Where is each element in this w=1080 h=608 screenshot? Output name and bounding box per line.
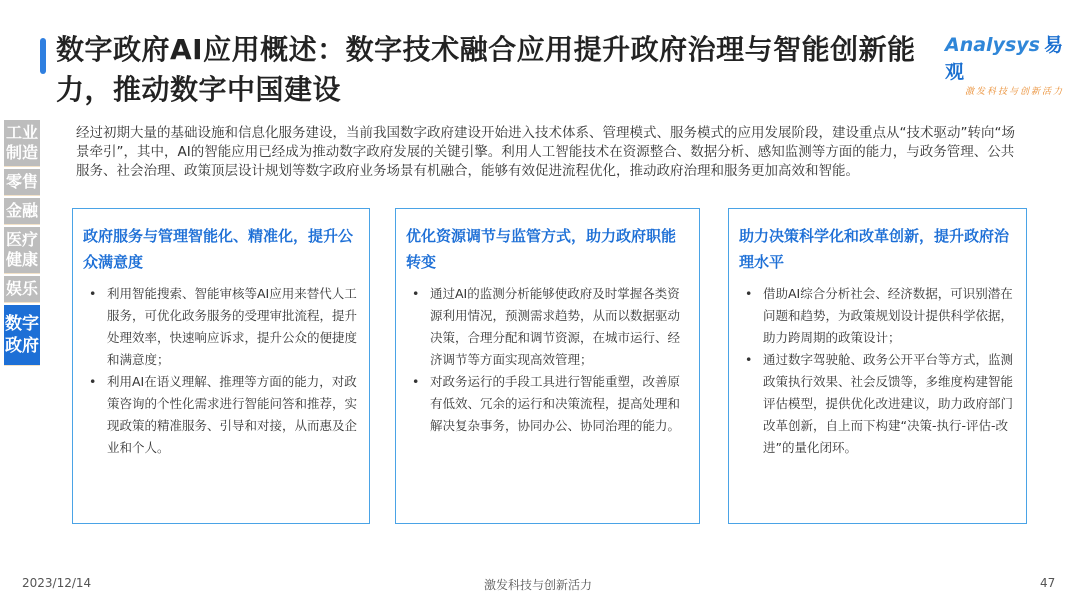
card-title: 助力决策科学化和改革创新，提升政府治理水平	[739, 227, 1010, 271]
sidebar-item-finance[interactable]: 金融	[4, 198, 40, 225]
title-accent-bar	[40, 38, 46, 74]
bullet-item: • 利用AI在语义理解、推理等方面的能力，对政策咨询的个性化需求进行智能问答和推荐，实现政策的精准服务、引导和对接，从而惠及企业和个人。	[83, 371, 359, 459]
sidebar-item-entertainment[interactable]: 娱乐	[4, 276, 40, 303]
card-resource-regulation	[395, 208, 700, 524]
bullet-item: • 通过数字驾驶舱、政务公开平台等方式，监测政策执行效果、社会反馈等，多维度构建智能评估模型，提供优化改进建议，助力政府部门改革创新，自上而下构建“决策-执行-评估-改进”的量化闭环。	[739, 349, 1016, 459]
footer-date: 2023/12/14	[22, 576, 92, 590]
bullet-item: • 通过AI的监测分析能够使政府及时掌握各类资源利用情况，预测需求趋势，从而以数据驱动决策，合理分配和调节资源，在城市运行、经济调节等方面实现高效管理；	[406, 283, 689, 371]
card-title: 政府服务与管理智能化、精准化，提升公众满意度	[83, 227, 354, 271]
industry-sidebar	[4, 120, 40, 368]
intro-paragraph: 经过初期大量的基础设施和信息化服务建设，当前我国数字政府建设开始进入技术体系、管理模式、服务模式的应用发展阶段，建设重点从“技术驱动”转向“场景牵引”，其中，AI的智能应用已经成为推动数字政府发展的关键引擎。利用人工智能技术在资源整合、数据分析、感知监测等方面的能力，与政务管理、公共服务、社会治理、政策顶层设计规划等数字政府业务场景有机融合，能够有效促进流程优化，推动政府治理和服务更加高效和智能。	[76, 125, 1015, 179]
sidebar-item-healthcare[interactable]: 医疗健康	[4, 227, 40, 274]
bullet-item: • 利用智能搜索、智能审核等AI应用来替代人工服务，可优化政务服务的受理审批流程，提升处理效率，快速响应诉求，提升公众的便捷度和满意度；	[83, 283, 359, 371]
page-title: 数字政府AI应用概述：数字技术融合应用提升政府治理与智能创新能力，推动数字中国建设	[56, 33, 916, 106]
card-government-services	[72, 208, 370, 524]
sidebar-item-manufacturing[interactable]: 工业制造	[4, 120, 40, 167]
logo-slogan: 激发科技与创新活力	[965, 87, 1065, 97]
logo-brand-cn: 易观	[945, 34, 1063, 83]
bullet-item: • 借助AI综合分析社会、经济数据，可识别潜在问题和趋势，为政策规划设计提供科学依据，助力跨周期的政策设计；	[739, 283, 1016, 349]
page-number: 47	[1040, 576, 1056, 590]
footer-slogan: 激发科技与创新活力	[484, 578, 593, 592]
logo-brand: Analysys	[945, 34, 1040, 56]
card-decision-science	[728, 208, 1027, 524]
analysys-logo	[945, 30, 1070, 97]
bullet-item: • 对政务运行的手段工具进行智能重塑，改善原有低效、冗余的运行和决策流程，提高处理和解决复杂事务，协同办公、协同治理的能力。	[406, 371, 689, 437]
sidebar-item-retail[interactable]: 零售	[4, 169, 40, 196]
sidebar-item-digital-government[interactable]: 数字政府	[4, 305, 40, 366]
card-title: 优化资源调节与监管方式，助力政府职能转变	[406, 227, 677, 271]
